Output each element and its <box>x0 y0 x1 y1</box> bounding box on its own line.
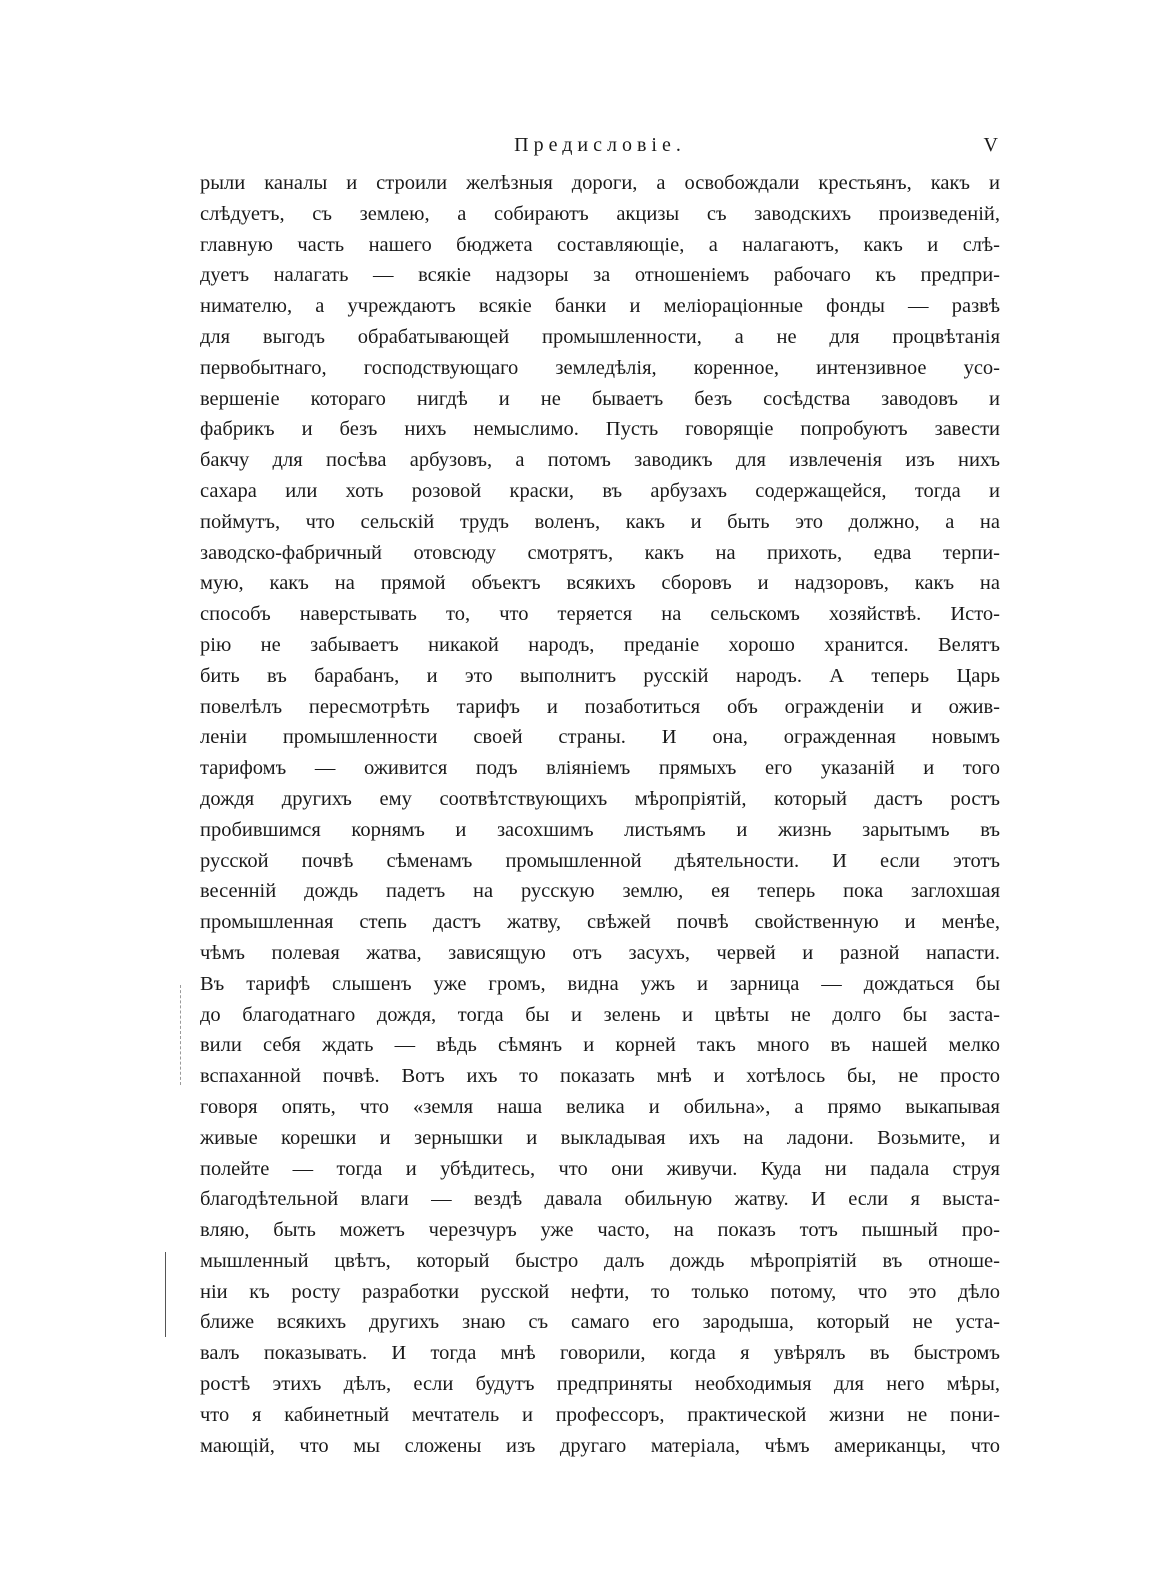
running-title: Предисловіе. <box>514 134 686 156</box>
running-head <box>200 130 1000 160</box>
body-text <box>200 168 1000 1461</box>
text-line: рыли каналы и строили желѣзныя дороги, а освобождали крестьянъ, какъ и <box>200 172 1000 194</box>
text-line: вляю, быть можетъ черезчуръ уже часто, на показъ тотъ пышный про- <box>200 1219 1000 1242</box>
text-line: весенній дождь падетъ на русскую землю, ея теперь пока заглохшая <box>200 880 1000 903</box>
text-line: леніи промышленности своей страны. И она, огражденная новымъ <box>200 726 1000 749</box>
text-line: вершеніе котораго нигдѣ и не бываетъ безъ сосѣдства заводовъ и <box>200 387 1000 410</box>
text-line: вили себя ждать — вѣдь сѣмянъ и корней такъ много въ нашей мелко <box>200 1034 1000 1057</box>
page-number: V <box>983 134 998 156</box>
text-line: нимателю, а учреждаютъ всякіе банки и меліораціонные фонды — развѣ <box>200 295 1000 318</box>
text-line: первобытнаго, господствующаго земледѣлія, коренное, интензивное усо- <box>200 356 1000 379</box>
text-line: чѣмъ полевая жатва, зависящую отъ засухъ, червей и разной напасти. <box>200 941 1000 964</box>
text-line: говоря опять, что «земля наша велика и обильна», а прямо выкапывая <box>200 1095 1000 1118</box>
text-line: заводско-фабричный отовсюду смотрятъ, какъ на прихоть, едва терпи- <box>200 541 1000 564</box>
text-line: валъ показывать. И тогда мнѣ говорили, когда я увѣрялъ въ быстромъ <box>200 1342 1000 1365</box>
text-line: вспаханной почвѣ. Вотъ ихъ то показать мнѣ и хотѣлось бы, не просто <box>200 1065 1000 1088</box>
text-line: фабрикъ и безъ нихъ немыслимо. Пусть говорящіе попробуютъ завести <box>200 418 1000 441</box>
text-line: сахара или хоть розовой краски, въ арбузахъ содержащейся, тогда и <box>200 479 1000 502</box>
text-line: пробившимся корнямъ и засохшимъ листьямъ и жизнь зарытымъ въ <box>200 818 1000 841</box>
text-line: мышленный цвѣтъ, который быстро далъ дождь мѣропріятій въ отноше- <box>200 1249 1000 1272</box>
text-line: до благодатнаго дождя, тогда бы и зелень и цвѣты не долго бы заста- <box>200 1003 1000 1026</box>
margin-mark-line <box>165 1252 166 1337</box>
text-line: способъ наверстывать то, что теряется на сельскомъ хозяйствѣ. Исто- <box>200 603 1000 626</box>
text-line: Въ тарифѣ слышенъ уже громъ, видна ужъ и зарница — дождаться бы <box>200 972 1000 995</box>
text-line: благодѣтельной влаги — вездѣ давала обильную жатву. И если я выста- <box>200 1188 1000 1211</box>
text-line: бакчу для посѣва арбузовъ, а потомъ заводикъ для извлеченія изъ нихъ <box>200 449 1000 472</box>
text-line: ростѣ этихъ дѣлъ, если будутъ предприняты необходимыя для него мѣры, <box>200 1373 1000 1396</box>
text-line: бить въ барабанъ, и это выполнитъ русскій народъ. А теперь Царь <box>200 664 1000 687</box>
text-line: для выгодъ обрабатывающей промышленности, а не для процвѣтанія <box>200 325 1000 348</box>
text-line: русской почвѣ сѣменамъ промышленной дѣятельности. И если этотъ <box>200 849 1000 872</box>
text-line: рію не забываетъ никакой народъ, преданіе хорошо хранится. Велятъ <box>200 633 1000 656</box>
text-line: полейте — тогда и убѣдитесь, что они живучи. Куда ни падала струя <box>200 1157 1000 1180</box>
text-line: мающій, что мы сложены изъ другаго матеріала, чѣмъ американцы, что <box>200 1434 1000 1457</box>
text-line: дуетъ налагать — всякіе надзоры за отношеніемъ рабочаго къ предпри- <box>200 264 1000 287</box>
text-line: живые корешки и зернышки и выкладывая ихъ на ладони. Возьмите, и <box>200 1126 1000 1149</box>
margin-mark-dotted <box>180 985 181 1085</box>
text-line: ніи къ росту разработки русской нефти, то только потому, что это дѣло <box>200 1280 1000 1303</box>
text-line: дождя другихъ ему соотвѣтствующихъ мѣропріятій, который дастъ ростъ <box>200 787 1000 810</box>
text-line: мую, какъ на прямой объектъ всякихъ сборовъ и надзоровъ, какъ на <box>200 572 1000 595</box>
text-line: поймутъ, что сельскій трудъ воленъ, какъ и быть это должно, а на <box>200 510 1000 533</box>
text-line: главную часть нашего бюджета составляющіе, а налагаютъ, какъ и слѣ- <box>200 233 1000 256</box>
text-line: промышленная степь дастъ жатву, свѣжей почвѣ свойственную и менѣе, <box>200 911 1000 934</box>
text-line: повелѣлъ пересмотрѣть тарифъ и позаботиться объ огражденіи и ожив- <box>200 695 1000 718</box>
text-line: слѣдуетъ, съ землею, а собираютъ акцизы съ заводскихъ произведеній, <box>200 202 1000 225</box>
text-line: тарифомъ — оживится подъ вліяніемъ прямыхъ его указаній и того <box>200 757 1000 780</box>
text-line: ближе всякихъ другихъ знаю съ самаго его зародыша, который не уста- <box>200 1311 1000 1334</box>
text-line: что я кабинетный мечтатель и профессоръ, практической жизни не пони- <box>200 1403 1000 1426</box>
